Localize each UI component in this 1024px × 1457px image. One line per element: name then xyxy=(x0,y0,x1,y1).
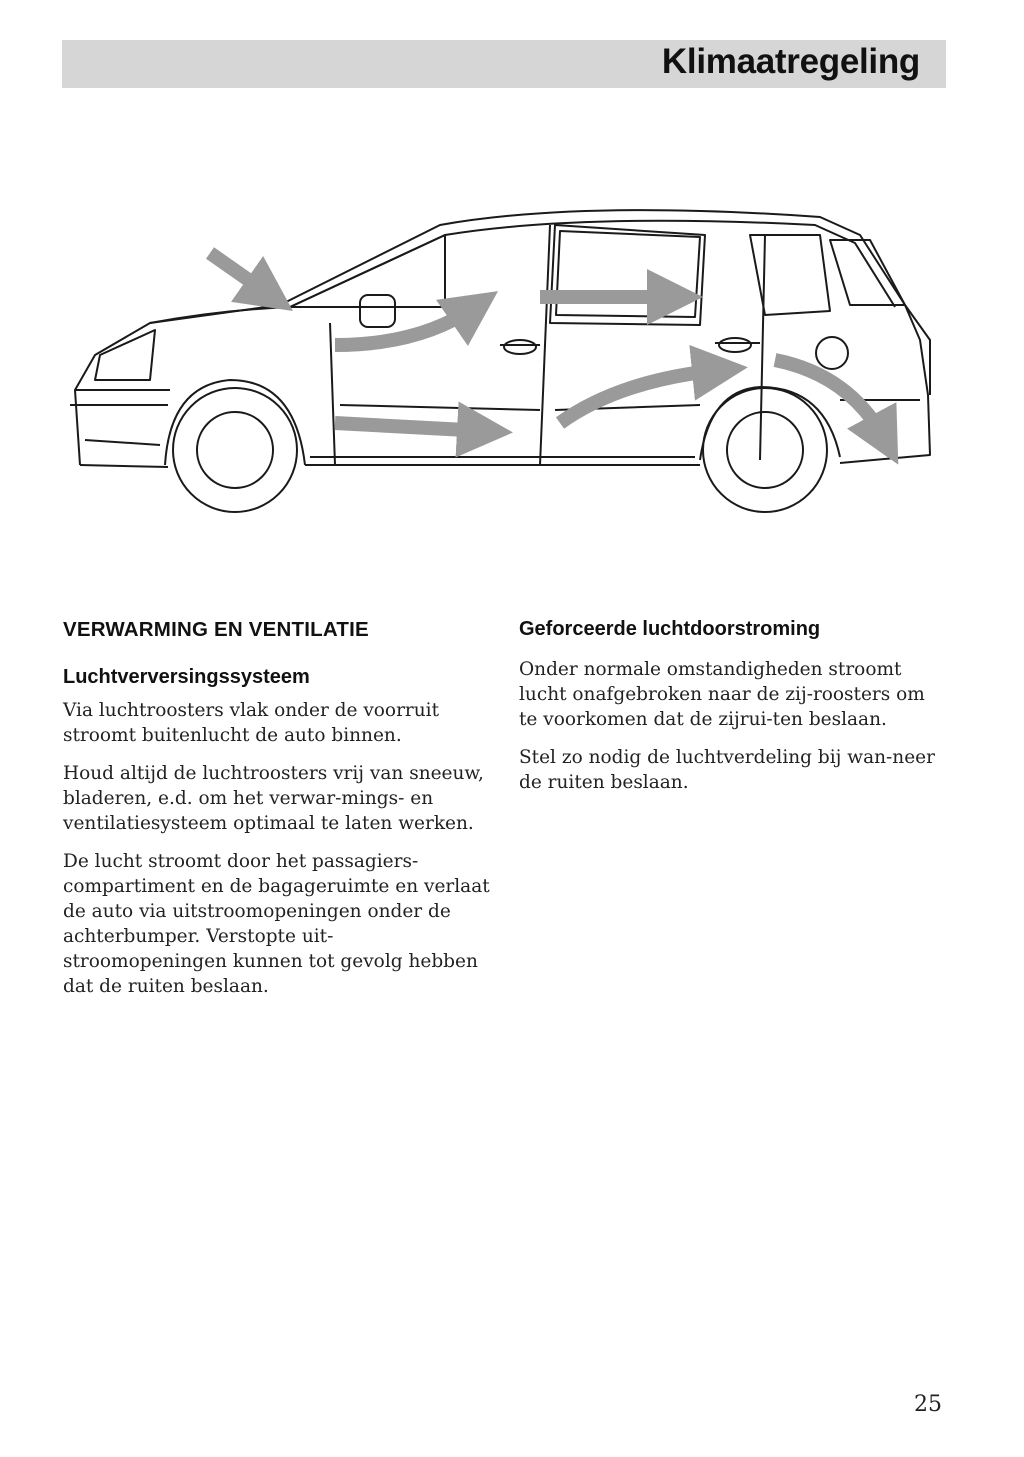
page-title: Klimaatregeling xyxy=(661,42,920,81)
paragraph: Onder normale omstandigheden stroomt lucht onafgebroken naar de zij-roosters om te voorkomen dat de zijrui-ten beslaan. xyxy=(519,659,925,730)
right-column xyxy=(519,618,949,808)
intake-arrow-icon xyxy=(210,253,270,295)
flow-arrow-front-upper-icon xyxy=(335,307,475,345)
left-column xyxy=(63,618,493,1012)
car-body-outline xyxy=(75,210,930,465)
flow-arrow-front-lower-icon xyxy=(335,423,485,431)
flow-arrow-rear-lower-icon xyxy=(560,370,720,423)
subheading-luchtverversing: Luchtverversingssysteem xyxy=(63,666,310,688)
paragraph: Stel zo nodig de luchtverdeling bij wan-neer de ruiten beslaan. xyxy=(519,747,935,793)
paragraph: Via luchtroosters vlak onder de voorruit stroomt buitenlucht de auto binnen. xyxy=(63,700,440,746)
subheading-geforceerde: Geforceerde luchtdoorstroming xyxy=(519,618,821,640)
page-number: 25 xyxy=(914,1392,942,1417)
header-bar xyxy=(62,40,946,88)
paragraph: Houd altijd de luchtroosters vrij van sneeuw, bladeren, e.d. om het verwar-mings- en ventilatiesysteem optimaal te laten werken. xyxy=(63,763,484,834)
section-heading: VERWARMING EN VENTILATIE xyxy=(63,618,369,641)
car-airflow-illustration xyxy=(60,195,940,545)
paragraph: De lucht stroomt door het passagiers-compartiment en de bagageruimte en verlaat de auto via uitstroomopeningen onder de achterbumper. Verstopte uit-stroomopeningen kunnen tot gevolg hebben dat de ruiten beslaan. xyxy=(63,851,490,997)
